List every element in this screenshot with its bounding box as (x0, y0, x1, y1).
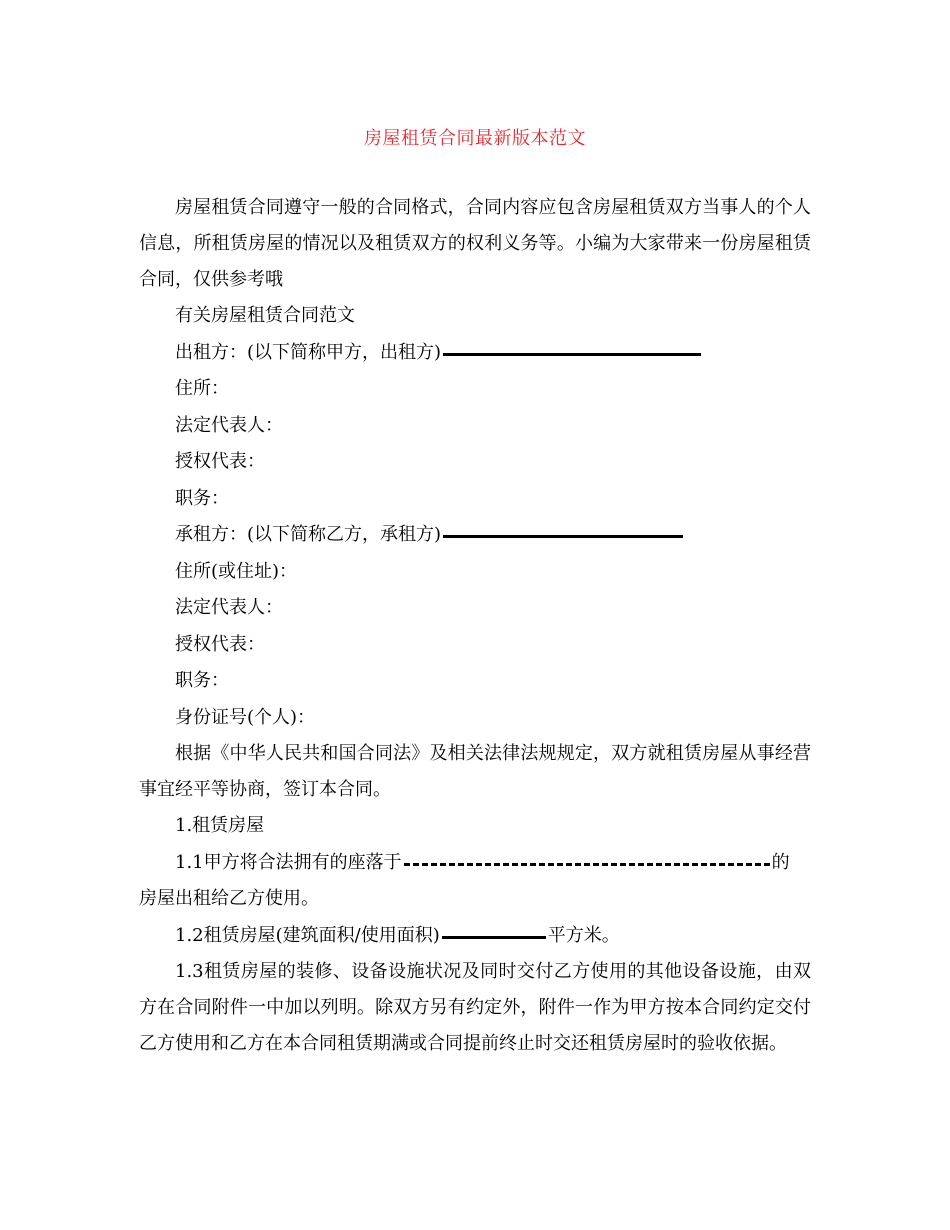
lessee-auth-rep: 授权代表： (175, 633, 265, 655)
clause-1-2-after: 平方米。 (547, 924, 620, 946)
clause-1-2-before: 1.2租赁房屋(建筑面积/使用面积) (175, 924, 440, 946)
document-body (139, 190, 811, 1062)
clause-1-1 (139, 845, 811, 882)
location-blank (404, 863, 770, 866)
lessor-auth-rep: 授权代表： (175, 451, 265, 472)
subheading: 有关房屋租赁合同范文 (175, 305, 355, 326)
lessor-position: 职务： (175, 487, 229, 509)
clause-1-3: 1.3租赁房屋的装修、设备设施状况及同时交付乙方使用的其他设备设施，由双方在合同附件一中加以列明。除双方另有约定外，附件一作为甲方按本合同约定交付乙方使用和乙方在本合同租赁期满或合同提前终止时交还租赁房屋时的验收依据。 (139, 961, 811, 1054)
clause-1-1-after: 的 (771, 851, 790, 873)
lessee-address: 住所(或住址)： (175, 560, 298, 582)
clause-1-1-before: 1.1甲方将合法拥有的座落于 (175, 851, 402, 873)
lessor-address: 住所： (175, 378, 229, 399)
lessee-label: 承租方：(以下简称乙方，承租方) (175, 524, 442, 545)
area-blank (442, 936, 546, 939)
lessor-blank (443, 353, 701, 356)
document-title: 房屋租赁合同最新版本范文 (364, 128, 586, 149)
lessor-label: 出租方：(以下简称甲方，出租方) (175, 341, 442, 363)
lessee-legal-rep: 法定代表人： (175, 597, 283, 618)
clause-1-2 (139, 918, 811, 955)
lessee-id: 身份证号(个人)： (175, 706, 316, 728)
section1-heading: 1.租赁房屋 (175, 815, 265, 836)
lessee-line (139, 517, 811, 554)
clause-1-1-cont: 房屋出租给乙方使用。 (139, 888, 319, 909)
lessee-position: 职务： (175, 670, 229, 691)
basis-paragraph: 根据《中华人民共和国合同法》及相关法律法规规定，双方就租赁房屋从事经营事宜经平等协商，签订本合同。 (139, 743, 811, 800)
lessee-blank (443, 535, 683, 538)
intro-paragraph: 房屋租赁合同遵守一般的合同格式，合同内容应包含房屋租赁双方当事人的个人信息，所租赁房屋的情况以及租赁双方的权利义务等。小编为大家带来一份房屋租赁合同，仅供参考哦 (139, 197, 811, 290)
lessor-line (139, 335, 811, 372)
lessor-legal-rep: 法定代表人： (175, 414, 283, 436)
